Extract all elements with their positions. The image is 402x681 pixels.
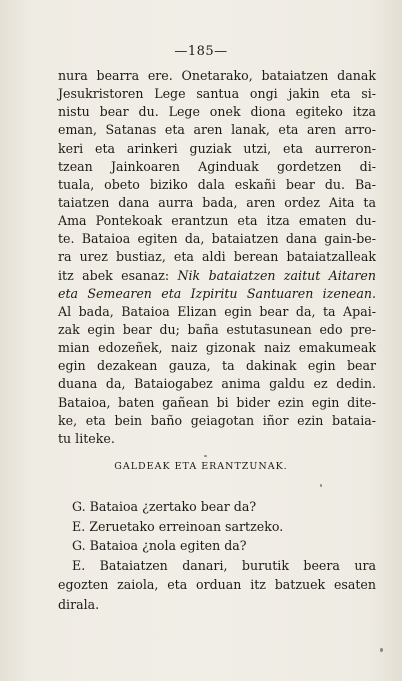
text-line: zak egin bear du; baña estutasunean edo pre- bbox=[58, 321, 376, 337]
text-line: egin dezakean gauza, ta dakinak egin bear bbox=[58, 358, 376, 374]
text-line: Jesukristoren Lege santua ongi jakin eta si- bbox=[58, 86, 376, 102]
text-line: mian edozeñek, naiz gizonak naiz emakumeak bbox=[58, 340, 376, 356]
questions-answers bbox=[58, 497, 376, 615]
qa-line: E. Bataiatzen danari, burutik beera ura bbox=[72, 557, 376, 573]
qa-line: G. Bataioa ¿nola egiten da? bbox=[72, 538, 247, 554]
baptism-formula-italic-line: eta Semearen eta Izpiritu Santuaren izenean. bbox=[58, 285, 376, 301]
ink-speck bbox=[204, 455, 207, 457]
text-line: nistu bear du. Lege onek diona egiteko itza bbox=[58, 104, 376, 120]
text-fragment: itz abek esanaz: bbox=[58, 267, 178, 283]
page-number: —185— bbox=[174, 44, 228, 59]
text-line: Bataioa, baten gañean bi bider ezin egin dite- bbox=[58, 394, 376, 410]
text-line: duana da, Bataiogabez anima galdu ez dedin. bbox=[58, 376, 376, 392]
text-line: keri eta arinkeri guziak utzi, eta aurreron- bbox=[58, 140, 376, 156]
qa-line: G. Bataioa ¿zertako bear da? bbox=[72, 499, 257, 514]
text-line: ke, eta bein baño geiagotan iñor ezin bataia- bbox=[58, 412, 376, 428]
qa-line: dirala. bbox=[58, 596, 100, 612]
text-line: te. Bataioa egiten da, bataiatzen dana gain-be- bbox=[58, 231, 376, 247]
body-paragraph bbox=[58, 67, 376, 448]
text-line: eman, Satanas eta aren lanak, eta aren arro- bbox=[58, 122, 376, 138]
qa-line: egozten zaiola, eta orduan itz batzuek esaten bbox=[58, 577, 376, 593]
text-line: nura bearra ere. Onetarako, bataiatzen danak bbox=[58, 68, 376, 83]
text-line: taiatzen dana aurra bada, aren ordez Aita ta bbox=[58, 194, 376, 210]
qa-line: E. Zeruetako erreinoan sartzeko. bbox=[72, 518, 284, 534]
text-line: tu liteke. bbox=[58, 430, 115, 446]
text-line: ra urez bustiaz, eta aldi berean bataiatzalleak bbox=[58, 249, 376, 265]
text-line: Al bada, Bataioa Elizan egin bear da, ta Apai- bbox=[58, 303, 376, 319]
text-line: Ama Pontekoak erantzun eta itza ematen du- bbox=[58, 213, 376, 229]
text-line: tuala, obeto biziko dala eskañi bear du. Ba- bbox=[58, 176, 376, 192]
baptism-formula-italic: Nik bataiatzen zaitut Aitaren bbox=[177, 267, 376, 283]
ink-speck bbox=[320, 484, 322, 487]
section-heading: GALDEAK ETA ERANTZUNAK. bbox=[114, 461, 288, 472]
text-line: tzean Jainkoaren Aginduak gordetzen di- bbox=[58, 158, 376, 174]
text-line-with-formula bbox=[58, 267, 376, 285]
ink-speck bbox=[380, 648, 383, 652]
